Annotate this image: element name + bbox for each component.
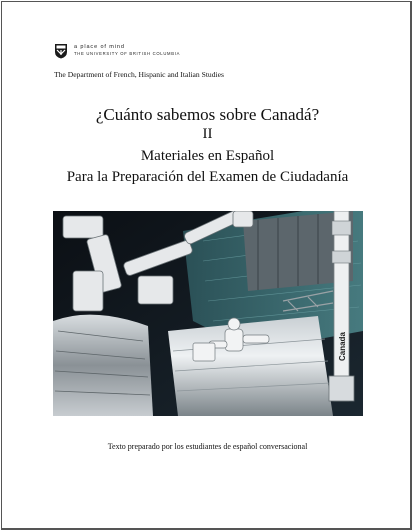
document-title: ¿Cuánto sabemos sobre Canadá? [95,105,320,124]
cover-photo-space-station [53,211,363,416]
university-tagline: a place of mind [74,44,125,50]
department-name: The Department of French, Hispanic and Italian Studies [54,70,224,79]
canadarm-label: Canada [338,332,347,361]
subtitle-purpose: Para la Preparación del Examen de Ciudadanía [66,169,349,185]
university-name: THE UNIVERSITY OF BRITISH COLUMBIA [74,51,181,56]
ubc-crest-icon [54,43,68,59]
subtitle-materials: Materiales en Español [140,148,275,164]
cover-caption: Texto preparado por los estudiantes de español conversacional [107,442,308,451]
document-page [1,1,412,530]
university-logo [54,43,180,59]
volume-number: II [202,126,213,142]
